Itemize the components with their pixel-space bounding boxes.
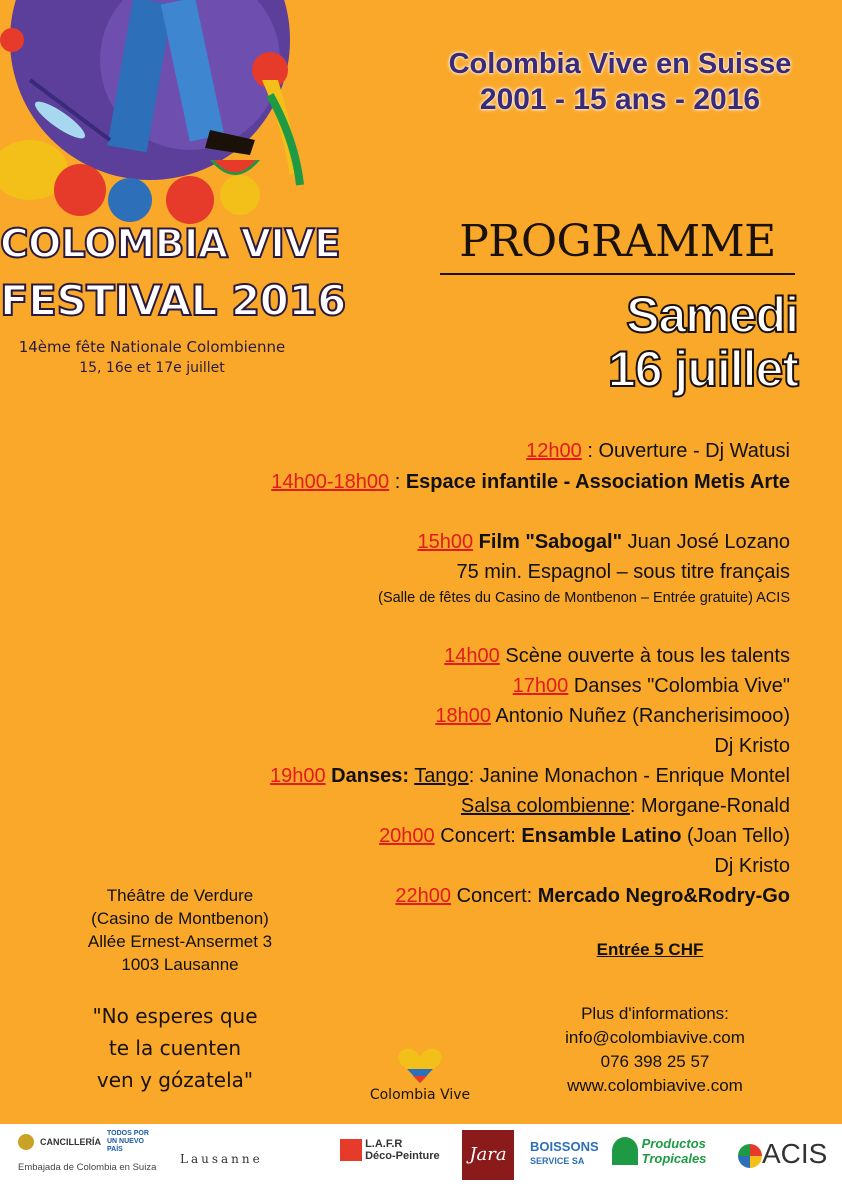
schedule-line: Dj Kristo xyxy=(714,855,790,877)
quote: "No esperes que te la cuenten ven y gózatela" xyxy=(92,1004,258,1092)
schedule-line: Dj Kristo xyxy=(714,735,790,757)
festival-title-line2: FESTIVAL 2016 xyxy=(0,276,346,325)
sponsor-acis: ACIS xyxy=(738,1138,827,1170)
programme-day: Samedi xyxy=(626,287,798,343)
palm-tree-icon xyxy=(612,1137,638,1165)
colombia-vive-logo: Colombia Vive xyxy=(360,1045,480,1110)
schedule-time: 19h00 xyxy=(269,765,326,787)
phone-number: 076 398 25 57 xyxy=(600,1052,710,1071)
sponsor-jara: Jara xyxy=(462,1130,514,1180)
schedule-time: 22h00 xyxy=(395,885,452,907)
email-link[interactable]: info@colombiavive.com xyxy=(565,1028,745,1047)
schedule-line: 22h00 Concert: Mercado Negro&Rodry-Go xyxy=(395,885,790,907)
heart-flag-icon xyxy=(395,1045,445,1085)
acis-icon xyxy=(738,1144,762,1168)
sponsor-boissons: BOISSONS SERVICE SA xyxy=(530,1139,599,1166)
schedule-line: 12h00 : Ouverture - Dj Watusi xyxy=(526,440,790,462)
schedule-time: 20h00 xyxy=(379,825,435,847)
schedule-line: 15h00 Film "Sabogal" Juan José Lozano xyxy=(417,531,790,553)
schedule-line: (Salle de fêtes du Casino de Montbenon – Entrée gratuite) ACIS xyxy=(378,590,790,606)
entry-price: Entrée 5 CHF xyxy=(596,940,704,959)
cube-icon xyxy=(340,1139,362,1161)
sponsor-lafr: L.A.F.R Déco-Peinture xyxy=(340,1138,440,1162)
programme-date: 16 juillet xyxy=(607,341,798,397)
schedule-line: 18h00 Antonio Nuñez (Rancherisimooo) xyxy=(435,705,790,727)
venue-address: Théâtre de Verdure (Casino de Montbenon) Allée Ernest-Ansermet 3 1003 Lausanne xyxy=(87,886,273,974)
header-years: 2001 - 15 ans - 2016 xyxy=(479,83,761,116)
festival-subtitle: 14ème fête Nationale Colombienne xyxy=(18,338,286,356)
schedule-line: 19h00 Danses: Tango: Janine Monachon - Enrique Montel xyxy=(269,765,790,787)
festival-title-line1: COLOMBIA VIVE xyxy=(0,222,341,267)
schedule-time: 18h00 xyxy=(435,705,491,727)
schedule-line: 75 min. Espagnol – sous titre français xyxy=(456,561,790,583)
schedule-time: 14h00-18h00 xyxy=(271,471,390,493)
sponsor-lausanne: Lausanne xyxy=(180,1152,263,1166)
contact-info: Plus d'informations: info@colombiavive.com 076 398 25 57 www.colombiavive.com xyxy=(530,1002,780,1098)
programme-title: PROGRAMME xyxy=(440,216,795,275)
schedule-line: 14h00 Scène ouverte à tous les talents xyxy=(444,645,790,667)
header-title: Colombia Vive en Suisse xyxy=(448,48,792,80)
sponsor-productos-tropicales: Productos Tropicales xyxy=(612,1136,706,1166)
schedule-line: 14h00-18h00 : Espace infantile - Association Metis Arte xyxy=(271,471,790,493)
festival-dates: 15, 16e et 17e juillet xyxy=(79,360,225,376)
schedule-time: 15h00 xyxy=(417,531,474,553)
schedule-line: 20h00 Concert: Ensamble Latino (Joan Tello) xyxy=(379,825,790,847)
website-link[interactable]: www.colombiavive.com xyxy=(567,1076,743,1095)
schedule-time: 12h00 xyxy=(526,440,582,462)
festival-artwork xyxy=(0,0,310,230)
schedule-time: 14h00 xyxy=(444,645,500,667)
schedule-time: 17h00 xyxy=(512,675,569,697)
sponsor-cancilleria: CANCILLERÍA TODOS POR UN NUEVO PAÍS Embajada de Colombia en Suiza xyxy=(18,1130,157,1173)
sponsor-bar xyxy=(0,1124,842,1191)
coat-of-arms-icon xyxy=(18,1134,34,1150)
schedule-line: Salsa colombienne: Morgane-Ronald xyxy=(460,795,790,817)
schedule-line: 17h00 Danses "Colombia Vive" xyxy=(512,675,790,697)
